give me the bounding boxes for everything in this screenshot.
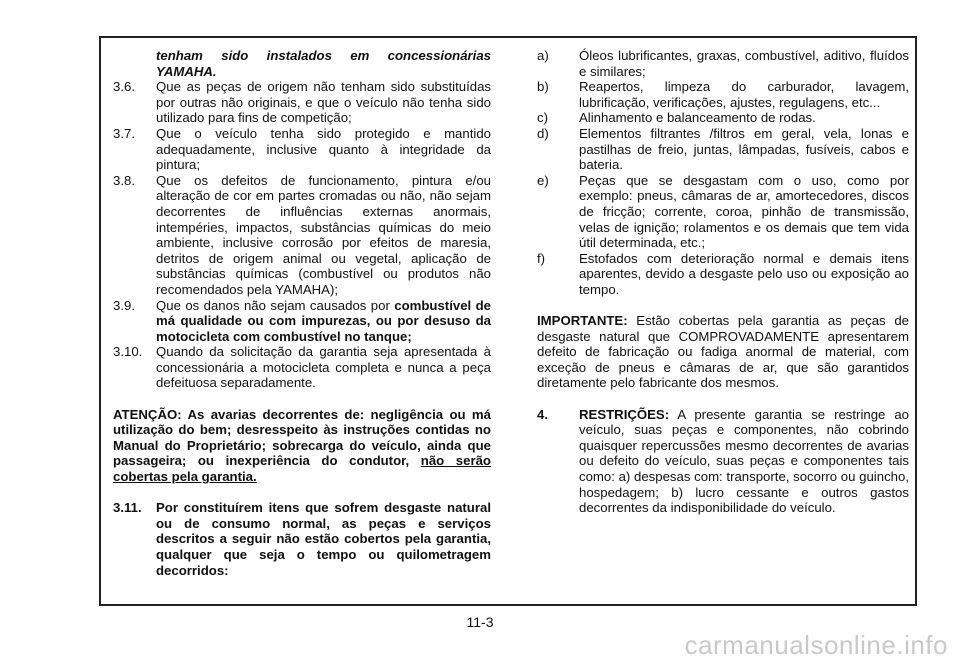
item-letter: c)	[537, 110, 548, 126]
list-item	[113, 173, 491, 298]
continued-text: tenham sido instalados em concessionárias YAMAHA.	[156, 48, 491, 79]
item-text-plain: Que os danos não sejam causados por	[156, 297, 395, 313]
item-text: Elementos filtrantes /filtros em geral, vela, lonas e pastilhas de freio, juntas, lâmpadas, fusíveis, cabos e bateria.	[579, 125, 909, 173]
list-item	[537, 251, 909, 298]
restricoes-text	[579, 407, 909, 516]
importante-paragraph	[537, 313, 909, 391]
item-text: Por constituírem itens que sofrem desgaste natural ou de consumo normal, as peças e serviços descritos a seguir não estão cobertos pela garantia, qualquer que seja o tempo ou quilometragem decorridos:	[156, 500, 491, 578]
list-item	[113, 298, 491, 345]
item-letter: a)	[537, 48, 549, 63]
list-item	[537, 48, 909, 79]
atencao-text: ATENÇÃO: As avarias decorrentes de: negligência ou má utilização do bem; desresspeito às instruções contidas no Manual do Proprietário; sobrecarga do veículo, ainda que passageira; ou inexperiência do condutor,	[113, 406, 491, 469]
atencao-paragraph	[113, 407, 491, 485]
list-item	[537, 126, 909, 173]
item-text: Reapertos, limpeza do carburador, lavagem, lubrificação, verificações, ajustes, regulagens, etc...	[579, 79, 909, 110]
list-item	[537, 173, 909, 251]
item-number: 3.10.	[113, 344, 143, 360]
item-letter: d)	[537, 125, 549, 141]
item-number: 3.9.	[113, 297, 135, 313]
restricoes-body: A presente garantia se restringe ao veículo, suas peças e componentes, não cobrindo quaisquer repercussões mesmo decorrentes de avarias ou defeito do veículo, suas peças e componentes tais como: a) despesas com: transporte, socorro ou guincho, hospedagem; b) lucro cessante e outros gastos decorrentes da indisponibilidade do veículo.	[579, 406, 909, 516]
item-letter: e)	[537, 172, 549, 188]
importante-label: IMPORTANTE:	[537, 313, 628, 329]
item-number: 3.11.	[113, 500, 142, 516]
list-item	[113, 126, 491, 173]
item-letter: b)	[537, 79, 549, 95]
atencao-underlined: não serão cobertas pela garantia.	[113, 453, 491, 485]
watermark: carmanualsonline.info	[684, 630, 948, 660]
list-item	[113, 79, 491, 126]
item-letter: f)	[537, 250, 546, 266]
list-item	[537, 110, 909, 126]
restricoes-label: RESTRIÇÕES:	[579, 406, 670, 422]
item-text: Que os defeitos de funcionamento, pintura e/ou alteração de cor em partes cromadas ou não, não sejam decorrentes de influências externas anormais, intempéries, impactos, substâncias químicas do meio ambiente, inclusive corrosão por efeitos de maresia, detritos de origem animal ou vegetal, aplicação de substâncias químicas (combustível ou produtos não recomendados pela YAMAHA);	[156, 172, 491, 297]
item-text: Que as peças de origem não tenham sido substituídas por outras não originais, e que o veículo não tenha sido utilizado para fins de competição;	[156, 79, 491, 126]
list-item	[113, 500, 491, 578]
page-number: 11-3	[466, 614, 494, 630]
left-column	[113, 48, 491, 578]
item-text: Estofados com deterioração normal e demais itens aparentes, devido a desgaste pelo uso ou exposição ao tempo.	[579, 250, 909, 297]
restricoes-item	[537, 407, 909, 516]
item-text: Alinhamento e balanceamento de rodas.	[579, 110, 816, 126]
item-number: 3.8.	[113, 172, 135, 188]
item-text: Peças que se desgastam com o uso, como por exemplo: pneus, câmaras de ar, amortecedores, discos de fricção; corrente, coroa, pinhão de transmissão, velas de ignição; rolamentos e os demais que tem vida útil determinada, etc.;	[579, 172, 909, 251]
item-text-bold: combustível de má qualidade ou com impurezas, ou por desuso da motocicleta com combustível no tanque;	[156, 297, 491, 344]
item-text: Quando da solicitação da garantia seja apresentada à concessionária a motocicleta completa e nunca a peça defeituosa separadamente.	[156, 344, 491, 391]
item-text: Que o veículo tenha sido protegido e mantido adequadamente, inclusive quanto à integridade da pintura;	[156, 125, 491, 173]
item-text	[156, 298, 491, 345]
list-item	[537, 79, 909, 110]
section-number: 4.	[537, 406, 548, 422]
importante-text: Estão cobertas pela garantia as peças de desgaste natural que COMPROVADAMENTE apresentarem defeito de fabricação ou fadiga anormal de material, com exceção de pneus e câmaras de ar, que são garantidos diretamente pelo fabricante dos mesmos.	[537, 313, 909, 391]
right-column	[537, 48, 909, 516]
item-number: 3.6.	[113, 79, 135, 95]
list-item	[113, 344, 491, 391]
item-number: 3.7.	[113, 125, 135, 141]
page-frame	[99, 36, 917, 606]
item-text: Óleos lubrificantes, graxas, combustível, aditivo, fluídos e similares;	[579, 48, 909, 79]
